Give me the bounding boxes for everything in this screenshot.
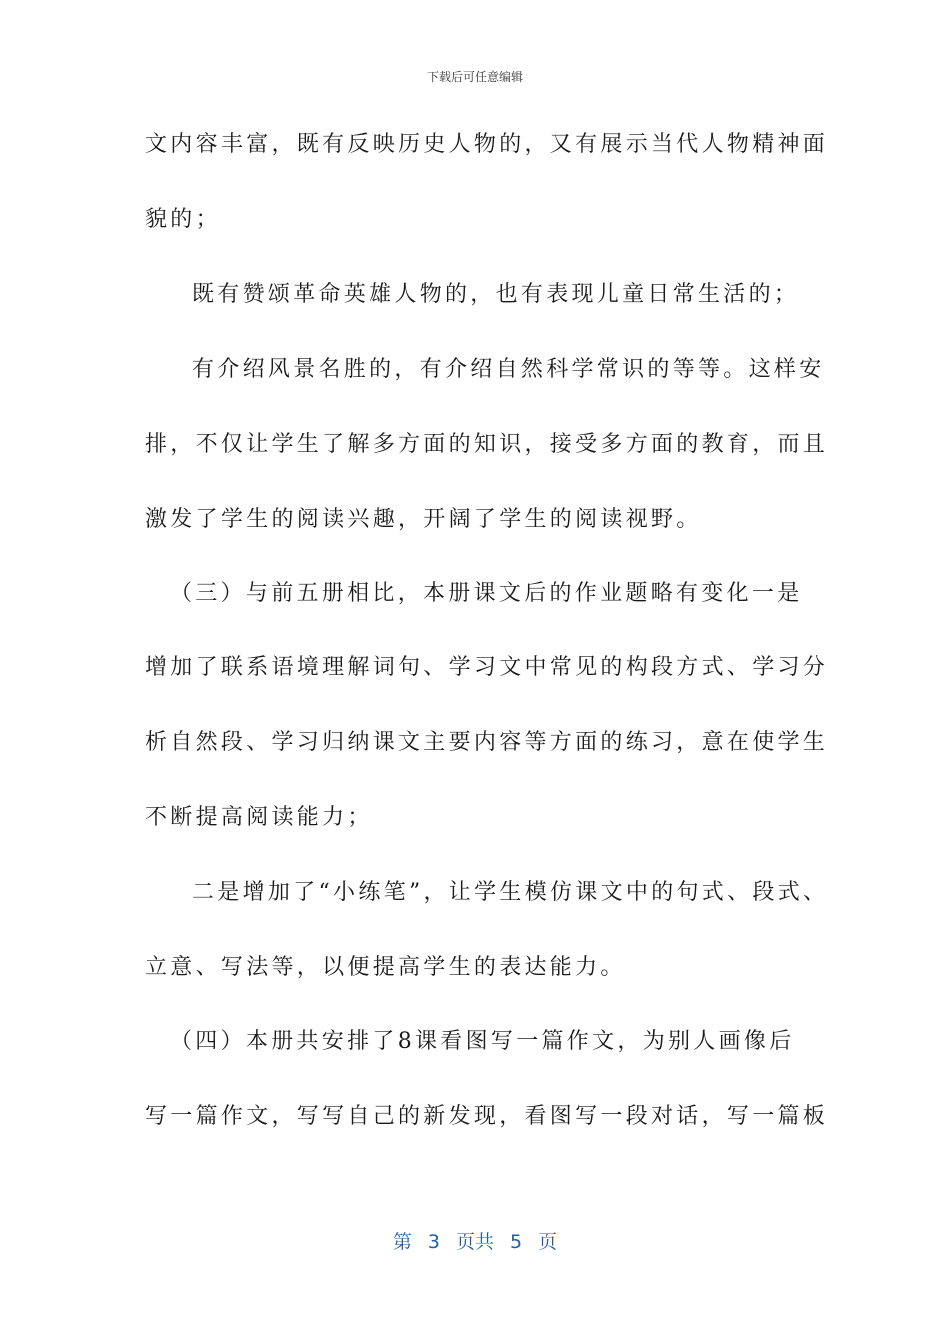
page-suffix: 页 xyxy=(538,1231,558,1253)
page-number-footer xyxy=(0,1227,950,1254)
text-line: 文内容丰富，既有反映历史人物的，又有展示当代人物精神面 xyxy=(145,132,829,157)
current-page-number: 3 xyxy=(427,1231,440,1253)
text-line: （四）本册共安排了8课看图写一篇作文，为别人画像后 xyxy=(170,1029,795,1054)
page-header-note: 下载后可任意编辑 xyxy=(426,70,523,84)
text-line: 析自然段、学习归纳课文主要内容等方面的练习，意在使学生 xyxy=(145,730,829,755)
text-line: 激发了学生的阅读兴趣，开阔了学生的阅读视野。 xyxy=(145,507,702,532)
page-prefix: 第 xyxy=(392,1231,412,1253)
text-line: 不断提高阅读能力； xyxy=(145,805,373,830)
text-line: 既有赞颂革命英雄人物的，也有表现儿童日常生活的； xyxy=(192,282,800,307)
text-line: （三）与前五册相比，本册课文后的作业题略有变化一是 xyxy=(170,581,803,606)
text-line: 排，不仅让学生了解多方面的知识，接受多方面的教育，而且 xyxy=(145,432,829,457)
text-line: 增加了联系语境理解词句、学习文中常见的构段方式、学习分 xyxy=(145,655,829,680)
text-line: 有介绍风景名胜的，有介绍自然科学常识的等等。这样安 xyxy=(192,357,825,382)
text-line: 立意、写法等，以便提高学生的表达能力。 xyxy=(145,955,626,980)
page-mid: 页共 xyxy=(455,1231,494,1253)
text-line: 二是增加了“小练笔”，让学生模仿课文中的句式、段式、 xyxy=(192,880,829,905)
text-line: 写一篇作文，写写自己的新发现，看图写一段对话，写一篇板 xyxy=(145,1104,829,1129)
total-pages-number: 5 xyxy=(510,1231,523,1253)
text-line: 貌的； xyxy=(145,207,221,232)
